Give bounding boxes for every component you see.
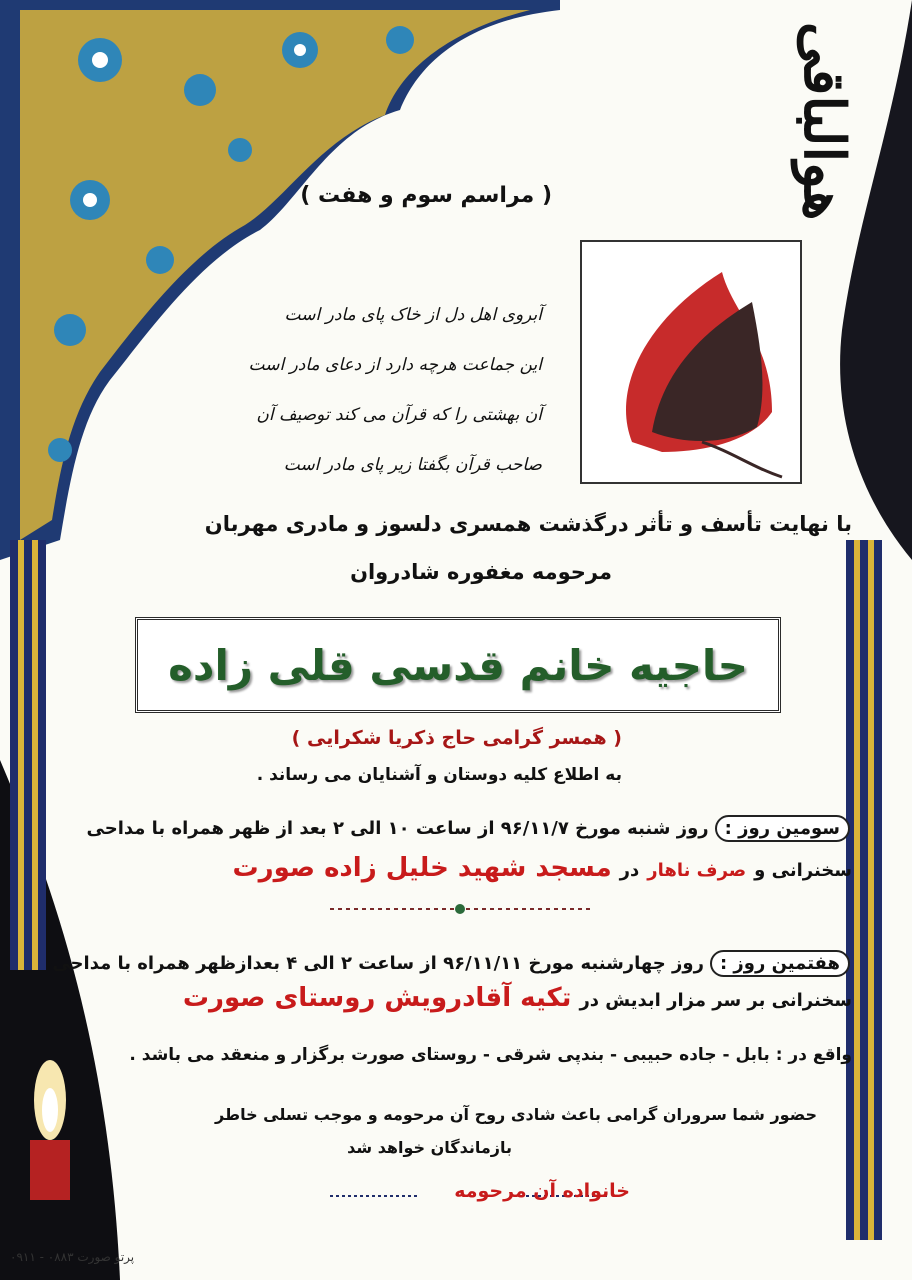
- family-signature: خانواده آن مرحومه: [454, 1180, 630, 1202]
- poem-line: آن بهشتی را که قرآن می کند توصیف آن: [256, 405, 542, 425]
- seventh-day-label: هفتمین روز :: [710, 950, 850, 977]
- spouse-line: ( همسر گرامی حاج ذکریا شکرایی ): [291, 727, 622, 749]
- seventh-day-venue-row: [183, 983, 852, 1013]
- third-day-label: سومین روز :: [715, 815, 850, 842]
- third-day-venue: مسجد شهید خلیل زاده صورت: [232, 853, 612, 883]
- printer-credit: پرتو صورت ۰۸۸۳ - ۰۹۱۱: [10, 1250, 135, 1264]
- intro-line-2: مرحومه مغفوره شادروان: [350, 560, 612, 584]
- seventh-day-venue: تکیه آقادرویش روستای صورت: [182, 983, 572, 1013]
- third-day-details: روز شنبه مورخ ۹۶/۱۱/۷ از ساعت ۱۰ الی ۲ بعد از ظهر همراه با مداحی: [86, 818, 709, 839]
- poem-line: این جماعت هرچه دارد از دعای مادر است: [248, 355, 542, 375]
- third-day-prefix: سخنرانی و: [754, 860, 852, 881]
- third-day-venue-row: [233, 853, 852, 883]
- poem-line: صاحب قرآن بگفتا زیر پای مادر است: [283, 455, 542, 475]
- deceased-name: حاجیه خانم قدسی قلی زاده: [168, 640, 748, 690]
- seventh-day-details: روز چهارشنبه مورخ ۹۶/۱۱/۱۱ از ساعت ۲ الی ۴ بعدازظهر همراه با مداحی: [52, 953, 704, 974]
- deceased-name-frame: [135, 617, 781, 713]
- seventh-day-row: [52, 950, 850, 977]
- knot-border-right: [844, 540, 884, 1240]
- location-line: واقع در : بابل - جاده حبیبی - بندپی شرقی - روستای صورت برگزار و منعقد می باشد .: [129, 1045, 852, 1065]
- third-day-mid: در: [619, 860, 640, 881]
- rose-image: [582, 242, 800, 482]
- intro-line-1: با نهایت تأسف و تأثر درگذشت همسری دلسوز و مادری مهربان: [204, 512, 852, 536]
- third-day-meal: صرف ناهار: [647, 860, 747, 881]
- ornament-divider: [330, 903, 590, 915]
- notice-line: به اطلاع کلیه دوستان و آشنایان می رساند .: [256, 765, 622, 785]
- closing-line-1: حضور شما سروران گرامی باعث شادی روح آن مرحومه و موجب تسلی خاطر: [215, 1105, 817, 1124]
- poem: [242, 290, 542, 490]
- poem-line: آبروی اهل دل از خاک پای مادر است: [284, 305, 542, 325]
- closing-line-2: بازماندگان خواهد شد: [347, 1138, 512, 1157]
- third-day-row: [87, 815, 850, 842]
- seventh-day-prefix: سخنرانی بر سر مزار ابدیش در: [579, 990, 852, 1011]
- calligraphy-title: هوالباقی: [791, 21, 857, 220]
- rose-image-frame: [580, 240, 802, 484]
- ceremony-subtitle: ( مراسم سوم و هفت ): [300, 183, 552, 208]
- knot-border-left: [8, 540, 48, 970]
